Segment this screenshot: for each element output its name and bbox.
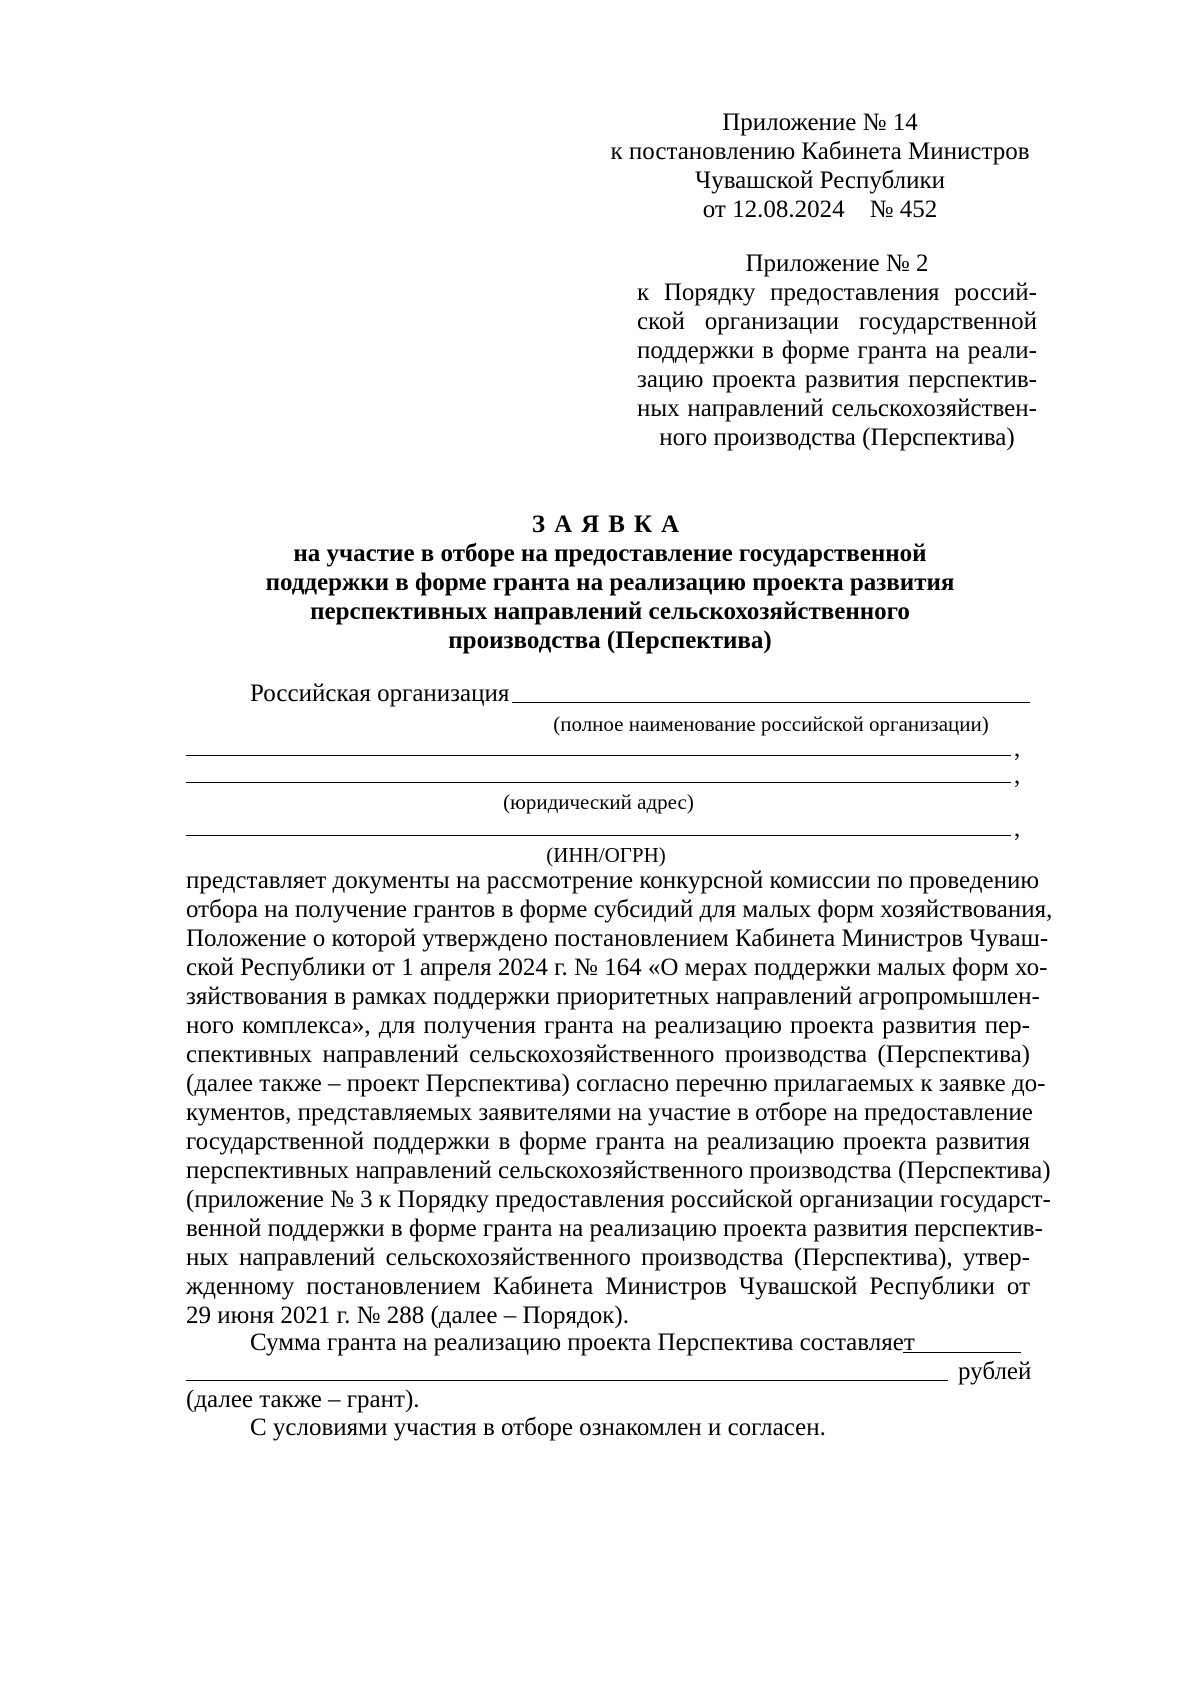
body-line: венной поддержки в форме гранта на реализацию проекта развития перспектив-	[186, 1215, 1043, 1242]
body-line: (далее также – проект Перспектива) согласно перечню прилагаемых к заявке до-	[186, 1070, 1046, 1097]
heading-line: производства (Перспектива)	[448, 627, 772, 654]
comma: ,	[1014, 762, 1021, 789]
legal-address-field-2[interactable]	[186, 782, 1011, 783]
appendix-2-title: Приложение № 2	[745, 250, 929, 277]
organization-name-field[interactable]	[512, 702, 1030, 703]
body-line: государственной поддержки в форме гранта на реализацию проекта развития	[186, 1128, 1030, 1155]
organization-label: Российская организация	[250, 680, 510, 707]
body-line: Положение о которой утверждено постановлением Кабинета Министров Чуваш-	[186, 925, 1049, 952]
grant-sum-field-1[interactable]	[903, 1352, 1021, 1353]
body-line: зяйствования в рамках поддержки приоритетных направлений агропромышлен-	[186, 983, 1040, 1010]
grant-sum-text: Сумма гранта на реализацию проекта Перспектива составляет	[250, 1329, 915, 1356]
appendix-2-line: зацию проекта развития перспектив-	[637, 366, 1037, 393]
legal-address-hint: (юридический адрес)	[503, 790, 694, 814]
inn-ogrn-hint: (ИНН/ОГРН)	[546, 843, 666, 867]
body-last-line: 29 июня 2021 г. № 288 (далее – Порядок).	[186, 1302, 629, 1329]
heading-line: поддержки в форме гранта на реализацию проекта развития	[265, 569, 955, 596]
inn-ogrn-field[interactable]	[186, 835, 1011, 836]
appendix-14-decree: к постановлению Кабинета Министров	[610, 138, 1030, 165]
appendix-2-line: ской организации государственной	[637, 308, 1037, 335]
grant-note: (далее также – грант).	[186, 1386, 420, 1413]
consent-text: С условиями участия в отборе ознакомлен и согласен.	[250, 1414, 826, 1441]
body-line: отбора на получение грантов в форме субсидий для малых форм хозяйствования,	[186, 896, 1053, 923]
appendix-2-line: ных направлений сельскохозяйствен-	[637, 395, 1037, 422]
grant-sum-field-2[interactable]	[186, 1380, 948, 1381]
body-line: спективных направлений сельскохозяйственного производства (Перспектива)	[186, 1041, 1030, 1068]
comma: ,	[1014, 815, 1021, 842]
body-line: (приложение № 3 к Порядку предоставления российской организации государст-	[186, 1186, 1051, 1213]
application-title: ЗАЯВКА	[531, 511, 689, 538]
body-line: ных направлений сельскохозяйственного производства (Перспектива), утвер-	[186, 1244, 1030, 1271]
heading-line: перспективных направлений сельскохозяйственного	[310, 598, 910, 625]
heading-line: на участие в отборе на предоставление государственной	[293, 540, 927, 567]
body-line: представляет документы на рассмотрение конкурсной комиссии по проведению	[186, 867, 1040, 894]
appendix-14-republic: Чувашской Республики	[694, 167, 946, 194]
comma: ,	[1014, 735, 1021, 762]
appendix-14-title: Приложение № 14	[722, 109, 918, 136]
appendix-2-line: поддержки в форме гранта на реали-	[637, 337, 1037, 364]
appendix-14-date-number: от 12.08.2024 № 452	[702, 196, 938, 223]
body-line: ного комплекса», для получения гранта на реализацию проекта развития пер-	[186, 1012, 1030, 1039]
body-line: ской Республики от 1 апреля 2024 г. № 164 «О мерах поддержки малых форм хо-	[186, 954, 1048, 981]
body-line: кументов, представляемых заявителями на участие в отборе на предоставление	[186, 1099, 1033, 1126]
grant-currency: рублей	[958, 1358, 1032, 1385]
body-line: жденному постановлением Кабинета Министров Чувашской Республики от	[186, 1273, 1030, 1300]
organization-name-hint: (полное наименование российской организации)	[553, 712, 989, 736]
appendix-2-line: ного производства (Перспектива)	[659, 424, 1015, 451]
legal-address-field-1[interactable]	[186, 755, 1011, 756]
body-line: перспективных направлений сельскохозяйственного производства (Перспектива)	[186, 1157, 1051, 1184]
appendix-2-line: к Порядку предоставления россий-	[637, 279, 1037, 306]
